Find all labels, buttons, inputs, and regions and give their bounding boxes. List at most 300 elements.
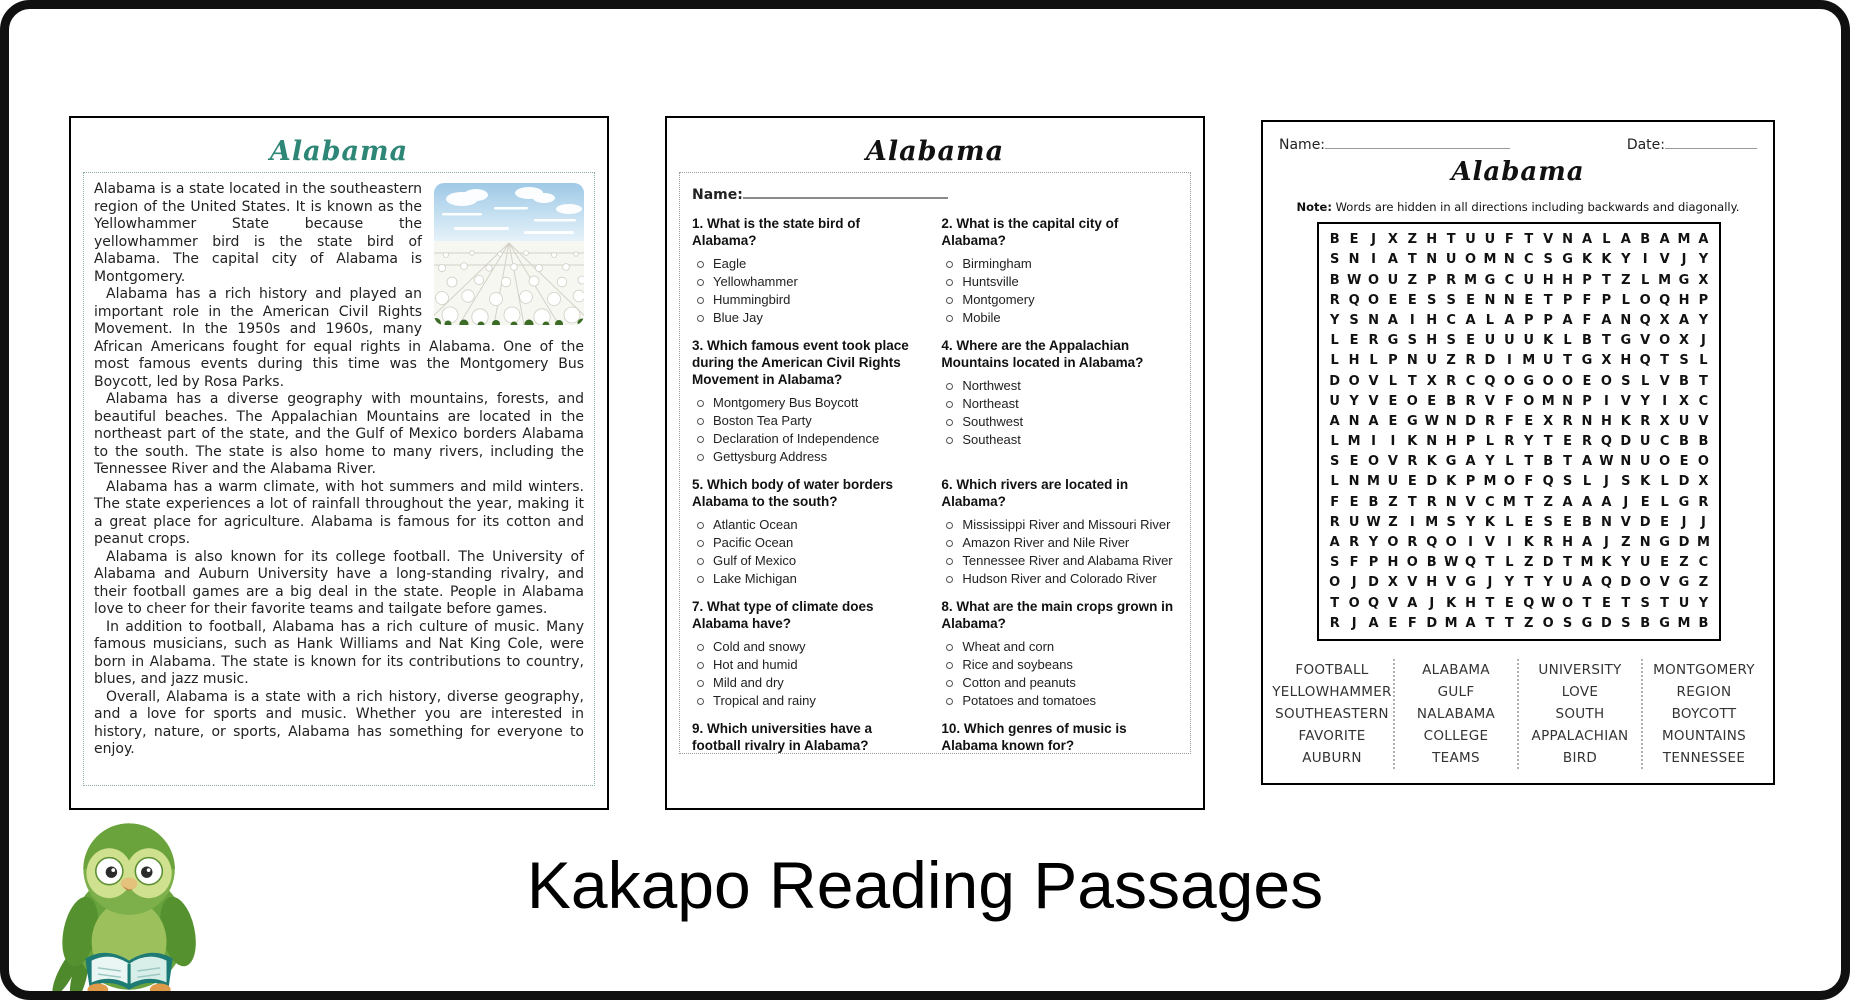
grid-letter: G <box>1620 333 1632 349</box>
radio-circle-icon <box>697 662 704 669</box>
grid-row <box>1325 333 1713 348</box>
radio-circle-icon <box>946 383 953 390</box>
grid-letter: N <box>1348 252 1360 268</box>
ws-name-field <box>1279 135 1510 153</box>
grid-letter: Q <box>1465 555 1477 571</box>
question-option <box>697 431 917 448</box>
question-option <box>946 639 1178 656</box>
grid-letter: T <box>1407 373 1417 389</box>
word-item: SOUTH <box>1555 706 1605 722</box>
grid-letter: T <box>1524 454 1534 470</box>
grid-row <box>1325 434 1713 449</box>
grid-letter: O <box>1503 373 1515 389</box>
word-item: MOUNTAINS <box>1661 728 1747 744</box>
grid-letter: R <box>1640 413 1651 429</box>
grid-letter: O <box>1600 373 1612 389</box>
grid-row <box>1325 252 1713 267</box>
grid-letter: S <box>1543 252 1553 268</box>
grid-letter: O <box>1367 292 1380 308</box>
grid-letter: O <box>1639 575 1651 591</box>
grid-letter: M <box>1483 474 1497 490</box>
word-column <box>1271 659 1393 769</box>
option-label: Atlantic Ocean <box>713 517 798 532</box>
question-block <box>941 720 1178 754</box>
radio-circle-icon <box>946 279 953 286</box>
grid-letter: S <box>1543 514 1553 530</box>
grid-row <box>1325 495 1713 510</box>
question-option <box>697 395 917 412</box>
grid-letter: S <box>1679 353 1689 369</box>
grid-letter: M <box>1658 272 1672 288</box>
grid-letter: U <box>1639 434 1651 450</box>
grid-letter: N <box>1620 312 1632 328</box>
grid-letter: T <box>1446 232 1456 248</box>
grid-letter: L <box>1330 434 1339 450</box>
grid-letter: Q <box>1600 575 1612 591</box>
option-label: Tennessee River and Alabama River <box>962 553 1173 568</box>
grid-letter: D <box>1484 353 1496 369</box>
grid-letter: Q <box>1348 292 1360 308</box>
grid-letter: V <box>1659 575 1670 591</box>
grid-letter: T <box>1485 595 1495 611</box>
grid-letter: T <box>1621 595 1631 611</box>
option-label: Boston Tea Party <box>713 413 812 428</box>
grid-letter: I <box>1603 393 1609 409</box>
grid-letter: Q <box>1542 474 1554 490</box>
grid-letter: H <box>1445 434 1457 450</box>
grid-letter: J <box>1681 514 1687 530</box>
grid-letter: A <box>1562 494 1573 510</box>
grid-letter: U <box>1445 252 1457 268</box>
grid-letter: E <box>1388 615 1398 631</box>
grid-letter: O <box>1542 615 1554 631</box>
grid-letter: Y <box>1485 454 1495 470</box>
grid-letter: V <box>1387 595 1398 611</box>
grid-letter: R <box>1465 393 1476 409</box>
grid-letter: Y <box>1698 595 1709 611</box>
grid-letter: T <box>1330 595 1340 611</box>
grid-letter: Y <box>1621 555 1631 571</box>
grid-letter: L <box>1660 494 1669 510</box>
grid-letter: E <box>1407 474 1417 490</box>
grid-letter: P <box>1388 353 1398 369</box>
option-label: Mild and dry <box>713 675 784 690</box>
grid-letter: T <box>1582 595 1592 611</box>
grid-letter: T <box>1407 494 1417 510</box>
word-item: COLLEGE <box>1423 728 1489 744</box>
grid-letter: G <box>1659 535 1670 550</box>
grid-letter: P <box>1582 272 1592 288</box>
grid-letter: O <box>1697 454 1709 470</box>
grid-letter: P <box>1368 555 1379 571</box>
grid-letter: E <box>1524 413 1534 429</box>
question-block <box>941 598 1178 711</box>
grid-letter: N <box>1562 232 1574 248</box>
option-label: Amazon River and Nile River <box>962 535 1130 550</box>
grid-row <box>1325 313 1713 328</box>
grid-letter: Y <box>1465 514 1476 530</box>
question-block <box>692 476 917 589</box>
grid-letter: D <box>1678 535 1690 550</box>
passage-paragraph: Overall, Alabama is a state with a rich history, diverse geography, and a love for sports and music. Whether you are interested in history, nature, or sports, Alabama has something for everyone to enjoy. <box>94 688 584 757</box>
option-label: Hot and humid <box>713 657 798 672</box>
question-text: 5. Which body of water borders Alabama to the south? <box>692 477 894 509</box>
grid-letter: U <box>1426 353 1438 369</box>
wordsearch-word-list <box>1271 659 1765 769</box>
grid-letter: C <box>1485 494 1495 510</box>
grid-letter: R <box>1465 353 1476 369</box>
grid-letter: L <box>1369 353 1378 369</box>
question-option <box>946 553 1178 570</box>
questions-title: Alabama <box>865 136 1005 167</box>
grid-letter: U <box>1348 514 1360 530</box>
question-option <box>697 535 917 552</box>
grid-letter: A <box>1329 413 1340 429</box>
grid-letter: T <box>1601 333 1611 349</box>
grid-letter: B <box>1698 434 1709 450</box>
question-option <box>946 571 1178 588</box>
option-label: Mississippi River and Missouri River <box>962 517 1171 532</box>
grid-letter: L <box>1660 474 1669 490</box>
grid-letter: U <box>1562 575 1573 591</box>
grid-letter: Q <box>1600 434 1612 450</box>
grid-letter: U <box>1523 272 1535 288</box>
grid-letter: M <box>1522 353 1536 369</box>
grid-letter: U <box>1523 333 1535 349</box>
question-text: 3. Which famous event took place during the American Civil Rights Movement in Alabama? <box>692 338 909 387</box>
grid-letter: C <box>1698 393 1709 409</box>
grid-letter: K <box>1484 514 1495 530</box>
grid-letter: E <box>1388 393 1398 409</box>
question-block <box>941 476 1178 589</box>
grid-letter: A <box>1581 454 1593 470</box>
question-block <box>692 337 917 467</box>
wordsearch-grid <box>1317 222 1721 641</box>
word-item: YELLOWHAMMER <box>1272 684 1392 700</box>
radio-circle-icon <box>946 315 953 322</box>
grid-letter: N <box>1620 454 1632 470</box>
ws-date-field <box>1627 135 1757 153</box>
grid-letter: G <box>1581 353 1593 369</box>
word-item: MONTGOMERY <box>1653 662 1755 678</box>
option-label: Birmingham <box>962 256 1032 271</box>
grid-letter: A <box>1387 312 1398 328</box>
grid-row <box>1325 232 1713 247</box>
grid-letter: A <box>1601 312 1612 328</box>
grid-letter: E <box>1660 514 1670 530</box>
grid-row <box>1325 596 1713 611</box>
word-item: APPALACHIAN <box>1531 728 1629 744</box>
grid-letter: D <box>1620 575 1632 591</box>
grid-letter: L <box>1485 434 1495 450</box>
grid-letter: H <box>1542 272 1554 288</box>
question-text: 4. Where are the Appalachian Mountains located in Alabama? <box>941 338 1144 370</box>
word-item: REGION <box>1676 684 1732 700</box>
grid-letter: J <box>1487 575 1493 591</box>
option-label: Blue Jay <box>713 310 763 325</box>
grid-letter: Z <box>1679 555 1689 571</box>
grid-letter: R <box>1581 434 1592 450</box>
grid-letter: E <box>1679 454 1689 470</box>
grid-letter: O <box>1542 373 1554 389</box>
questions-box <box>679 172 1191 754</box>
grid-letter: A <box>1368 615 1379 631</box>
grid-letter: H <box>1387 555 1399 571</box>
grid-letter: B <box>1329 232 1340 248</box>
grid-letter: B <box>1329 272 1340 288</box>
grid-letter: D <box>1542 555 1554 571</box>
grid-row <box>1325 414 1713 429</box>
grid-letter: A <box>1504 312 1515 328</box>
grid-letter: N <box>1600 514 1612 530</box>
grid-letter: Y <box>1349 393 1359 409</box>
grid-letter: H <box>1426 333 1438 349</box>
grid-letter: R <box>1446 272 1457 288</box>
grid-letter: P <box>1698 292 1709 308</box>
grid-letter: W <box>1346 272 1362 288</box>
grid-letter: T <box>1563 555 1573 571</box>
word-item: AUBURN <box>1302 750 1362 766</box>
question-option <box>946 432 1178 449</box>
grid-letter: A <box>1698 232 1709 248</box>
grid-letter: O <box>1523 393 1535 409</box>
grid-letter: V <box>1543 232 1554 248</box>
radio-circle-icon <box>697 522 704 529</box>
grid-letter: F <box>1504 232 1514 248</box>
grid-letter: D <box>1368 575 1379 591</box>
grid-letter: V <box>1407 575 1418 591</box>
grid-letter: M <box>1483 252 1497 268</box>
grid-letter: S <box>1446 333 1456 349</box>
option-label: Wheat and corn <box>962 639 1055 654</box>
grid-letter: E <box>1640 494 1650 510</box>
radio-circle-icon <box>946 437 953 444</box>
grid-letter: C <box>1523 252 1534 268</box>
grid-letter: O <box>1329 575 1341 591</box>
grid-letter: G <box>1678 272 1690 288</box>
grid-letter: D <box>1426 615 1438 631</box>
passage-text <box>94 181 584 759</box>
question-text: 6. Which rivers are located in Alabama? <box>941 477 1129 509</box>
grid-letter: O <box>1406 393 1418 409</box>
passage-page <box>69 116 609 810</box>
grid-letter: T <box>1660 353 1670 369</box>
ws-date-label: Date: <box>1626 137 1665 153</box>
question-option <box>697 657 917 674</box>
grid-letter: M <box>1677 232 1691 248</box>
grid-letter: X <box>1387 575 1398 591</box>
grid-letter: S <box>1446 514 1456 530</box>
grid-letter: V <box>1620 393 1631 409</box>
ws-date-blank-line <box>1665 135 1757 149</box>
grid-letter: J <box>1351 615 1357 631</box>
grid-letter: V <box>1620 514 1631 530</box>
grid-letter: T <box>1504 615 1514 631</box>
grid-letter: N <box>1562 393 1574 409</box>
wordsearch-note <box>1263 200 1773 214</box>
option-label: Mobile <box>962 310 1001 325</box>
grid-letter: F <box>1582 312 1592 328</box>
question-option <box>946 256 1178 273</box>
grid-letter: A <box>1659 232 1670 248</box>
word-column <box>1393 659 1517 769</box>
grid-letter: O <box>1639 292 1651 308</box>
grid-letter: J <box>1681 252 1687 268</box>
grid-letter: B <box>1543 454 1554 470</box>
grid-letter: H <box>1465 595 1476 611</box>
question-text: 8. What are the main crops grown in Alabama? <box>941 599 1174 631</box>
grid-letter: I <box>1506 535 1512 550</box>
grid-letter: A <box>1387 252 1398 268</box>
grid-letter: Z <box>1524 615 1534 631</box>
grid-letter: I <box>1409 312 1415 328</box>
grid-letter: U <box>1639 454 1651 470</box>
name-label: Name: <box>692 187 743 203</box>
grid-letter: I <box>1409 514 1415 530</box>
grid-letter: L <box>1699 353 1708 369</box>
grid-letter: K <box>1620 413 1631 429</box>
grid-letter: X <box>1426 373 1437 389</box>
grid-letter: R <box>1446 373 1457 389</box>
grid-letter: V <box>1484 535 1495 550</box>
grid-letter: Y <box>1543 575 1553 591</box>
grid-letter: N <box>1503 252 1515 268</box>
grid-letter: R <box>1349 535 1360 550</box>
grid-letter: Q <box>1659 292 1671 308</box>
grid-letter: Q <box>1639 353 1651 369</box>
question-block <box>941 337 1178 467</box>
grid-letter: K <box>1426 454 1437 470</box>
grid-letter: O <box>1367 272 1380 288</box>
question-option <box>946 657 1178 674</box>
grid-letter: G <box>1484 272 1496 288</box>
grid-letter: J <box>1371 232 1376 248</box>
grid-letter: G <box>1678 575 1690 591</box>
grid-letter: T <box>1543 434 1553 450</box>
grid-letter: W <box>1599 454 1614 470</box>
grid-letter: G <box>1659 615 1670 631</box>
grid-letter: G <box>1678 494 1690 510</box>
grid-letter: S <box>1330 555 1340 571</box>
grid-letter: R <box>1329 292 1340 308</box>
grid-letter: G <box>1465 575 1476 591</box>
grid-row <box>1325 555 1713 570</box>
grid-letter: G <box>1445 454 1457 470</box>
grid-letter: B <box>1640 232 1651 248</box>
grid-letter: G <box>1562 252 1573 268</box>
name-blank-line <box>743 183 948 199</box>
grid-letter: K <box>1640 474 1651 490</box>
grid-letter: X <box>1387 232 1398 248</box>
radio-circle-icon <box>697 540 704 547</box>
grid-letter: K <box>1523 535 1534 550</box>
grid-letter: O <box>1503 474 1515 490</box>
grid-letter: C <box>1659 434 1670 450</box>
grid-letter: J <box>1351 575 1357 591</box>
grid-letter: L <box>1505 514 1514 530</box>
grid-letter: J <box>1603 474 1609 490</box>
grid-letter: A <box>1368 413 1379 429</box>
grid-letter: K <box>1543 333 1554 349</box>
passage-paragraph: Alabama is a state located in the southeastern region of the United States. It is known as the Yellowhammer State because the yellowhammer bird is the state bird of Alabama. The capital city of Alabama is Montgomery. <box>94 181 422 285</box>
grid-letter: J <box>1701 333 1706 349</box>
grid-letter: P <box>1582 393 1592 409</box>
grid-letter: L <box>1388 373 1398 389</box>
grid-letter: Z <box>1543 494 1553 510</box>
grid-letter: Z <box>1621 535 1631 550</box>
question-option <box>697 310 917 327</box>
grid-letter: E <box>1427 393 1437 409</box>
grid-letter: N <box>1581 413 1593 429</box>
grid-letter: A <box>1465 454 1476 470</box>
grid-letter: N <box>1639 535 1651 550</box>
radio-circle-icon <box>946 540 953 547</box>
grid-letter: B <box>1679 373 1689 389</box>
option-label: Lake Michigan <box>713 571 797 586</box>
grid-letter: S <box>1330 454 1340 470</box>
question-option <box>697 449 917 466</box>
question-option <box>697 571 917 588</box>
grid-letter: E <box>1349 494 1359 510</box>
grid-letter: K <box>1446 474 1457 490</box>
grid-letter: V <box>1368 373 1379 389</box>
grid-letter: S <box>1621 615 1631 631</box>
radio-circle-icon <box>946 297 953 304</box>
question-option <box>946 693 1178 710</box>
radio-circle-icon <box>697 576 704 583</box>
note-label: Note: <box>1296 200 1332 214</box>
name-field <box>692 183 1178 203</box>
option-label: Declaration of Independence <box>713 431 880 446</box>
grid-letter: V <box>1659 252 1670 268</box>
grid-letter: Z <box>1524 555 1534 571</box>
radio-circle-icon <box>697 436 704 443</box>
question-option <box>697 292 917 309</box>
grid-row <box>1325 575 1713 590</box>
grid-letter: X <box>1698 474 1709 490</box>
radio-circle-icon <box>697 644 704 651</box>
question-text: 7. What type of climate does Alabama have? <box>692 599 874 631</box>
word-item: BIRD <box>1562 750 1598 766</box>
grid-letter: H <box>1562 535 1574 550</box>
grid-letter: H <box>1678 292 1690 308</box>
grid-row <box>1325 454 1713 469</box>
grid-letter: A <box>1465 615 1476 631</box>
word-item: UNIVERSITY <box>1538 662 1622 678</box>
word-item: GULF <box>1437 684 1475 700</box>
grid-letter: R <box>1562 413 1573 429</box>
grid-letter: H <box>1426 575 1438 591</box>
grid-letter: O <box>1562 373 1574 389</box>
question-block <box>692 598 917 711</box>
grid-letter: Z <box>1407 232 1418 248</box>
grid-letter: L <box>1505 555 1514 571</box>
grid-letter: W <box>1443 555 1459 571</box>
cotton-field-image <box>434 183 584 325</box>
question-option <box>697 639 917 656</box>
question-block <box>941 215 1178 328</box>
grid-letter: F <box>1349 555 1359 571</box>
grid-row <box>1325 394 1713 409</box>
option-label: Montgomery <box>962 292 1035 307</box>
grid-letter: M <box>1580 555 1594 571</box>
radio-circle-icon <box>697 454 704 461</box>
grid-letter: K <box>1601 252 1612 268</box>
option-label: Yellowhammer <box>713 274 798 289</box>
grid-letter: T <box>1524 232 1534 248</box>
question-option <box>946 310 1178 327</box>
grid-letter: U <box>1329 393 1340 409</box>
